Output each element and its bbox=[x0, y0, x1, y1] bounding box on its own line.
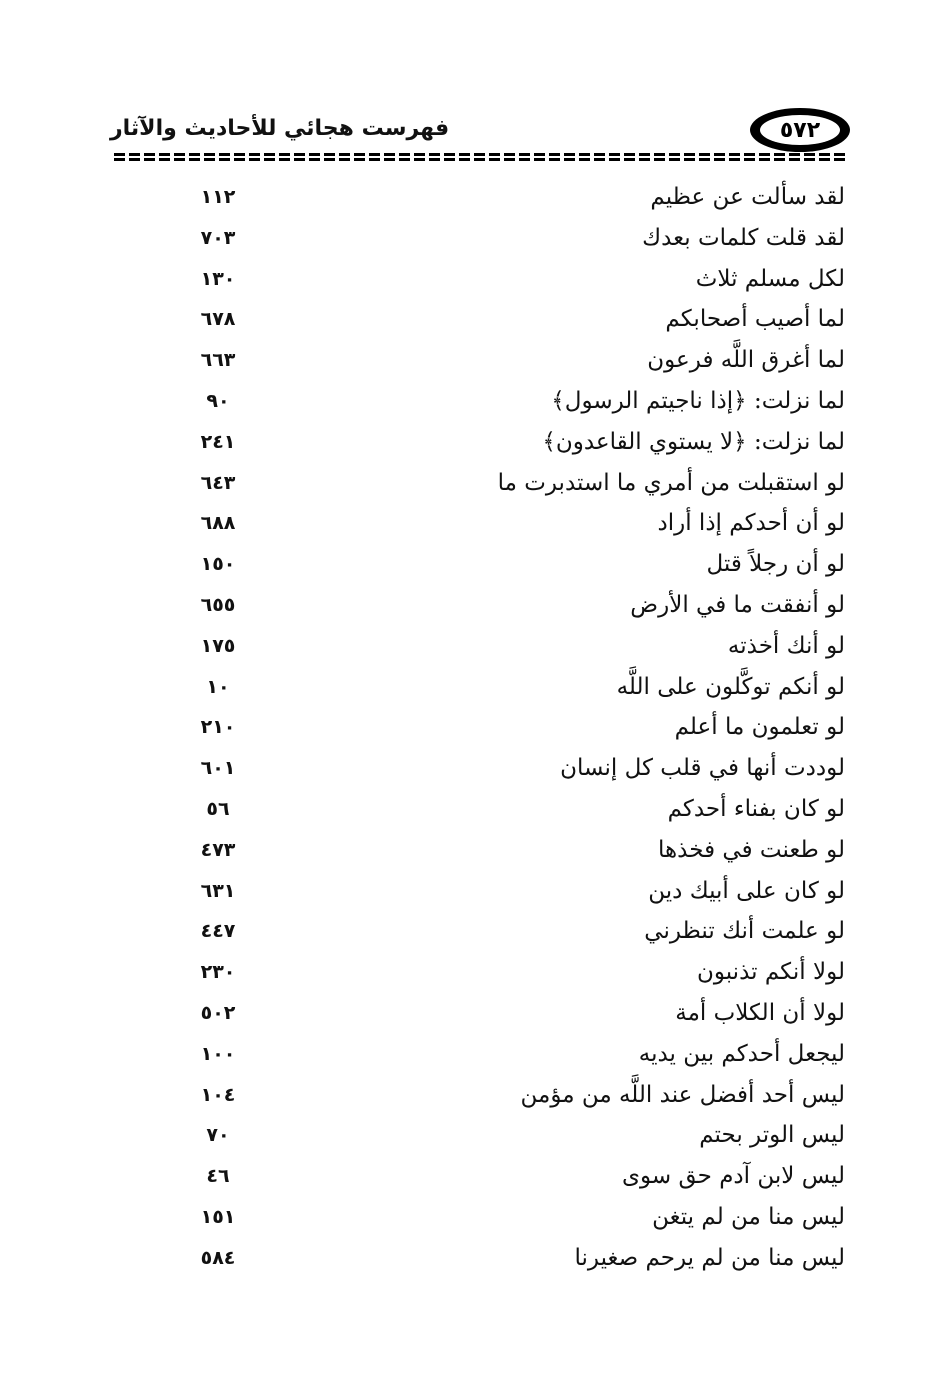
page-reference: ٢٣٠ bbox=[200, 961, 236, 984]
index-entry bbox=[150, 707, 845, 748]
page-reference: ١٣٠ bbox=[200, 267, 236, 290]
page-number-badge bbox=[750, 108, 850, 152]
page-reference: ٧٠ bbox=[206, 1124, 230, 1147]
page-reference: ٤٤٧ bbox=[200, 920, 236, 943]
page-number: ٥٧٢ bbox=[760, 115, 840, 145]
page-reference: ٤٧٣ bbox=[200, 838, 236, 861]
hadith-text: لو أن أحدكم إذا أراد bbox=[657, 510, 845, 537]
hadith-text: لو علمت أنك تنظرني bbox=[644, 918, 845, 945]
index-entry bbox=[150, 259, 845, 300]
page-reference: ٩٠ bbox=[206, 389, 230, 412]
page-reference: ١١٢ bbox=[200, 186, 236, 208]
header-divider bbox=[114, 153, 847, 161]
index-entry bbox=[150, 667, 845, 708]
index-entry bbox=[150, 952, 845, 993]
hadith-text: لما أغرق اللَّه فرعون bbox=[647, 347, 845, 374]
page-reference: ١٠ bbox=[206, 675, 230, 698]
page-reference: ١٠٤ bbox=[200, 1083, 236, 1106]
index-entry bbox=[150, 544, 845, 585]
page-reference: ١٧٥ bbox=[200, 634, 236, 657]
index-entry bbox=[150, 626, 845, 667]
page-reference: ٢١٠ bbox=[200, 716, 236, 739]
index-entry bbox=[150, 503, 845, 544]
hadith-text: لما نزلت: ﴿لا يستوي القاعدون﴾ bbox=[542, 428, 845, 455]
page-reference: ٦٧٨ bbox=[200, 308, 236, 331]
hadith-text: لو طعنت في فخذها bbox=[658, 836, 845, 863]
page-reference: ٤٦ bbox=[206, 1165, 230, 1188]
page-reference: ٥٠٢ bbox=[200, 1001, 236, 1024]
hadith-text: لو أنكم توكَّلون على اللَّه bbox=[616, 673, 845, 700]
page-header bbox=[110, 104, 850, 154]
hadith-text: ليس الوتر بحتم bbox=[699, 1122, 845, 1149]
index-entry bbox=[150, 422, 845, 463]
running-title: فهرست هجائي للأحاديث والآثار bbox=[110, 116, 450, 141]
page-reference: ١٥١ bbox=[200, 1205, 236, 1228]
index-entry bbox=[150, 585, 845, 626]
hadith-text: ليس منا من لم يتغن bbox=[652, 1203, 845, 1230]
hadith-text: لكل مسلم ثلاث bbox=[695, 265, 845, 292]
index-entry bbox=[150, 1156, 845, 1197]
hadith-text: ليس لابن آدم حق سوى bbox=[622, 1163, 845, 1190]
index-entry bbox=[150, 789, 845, 830]
hadith-text: لو استقبلت من أمري ما استدبرت ما bbox=[497, 469, 845, 496]
index-entry bbox=[150, 381, 845, 422]
page-reference: ٦٦٣ bbox=[200, 349, 236, 372]
hadith-text: لو كان على أبيك دين bbox=[648, 877, 845, 904]
hadith-text: لو أنفقت ما في الأرض bbox=[630, 591, 845, 618]
index-entry bbox=[150, 1075, 845, 1116]
index-entry bbox=[150, 177, 845, 218]
hadith-text: لقد قلت كلمات بعدك bbox=[642, 224, 845, 251]
page-reference: ٦٠١ bbox=[200, 757, 236, 780]
hadith-text: لو تعلمون ما أعلم bbox=[674, 714, 845, 741]
page-reference: ٦٤٣ bbox=[200, 471, 236, 494]
hadith-text: لو أنك أخذته bbox=[727, 632, 845, 659]
page-reference: ٥٨٤ bbox=[200, 1246, 236, 1269]
index-entry bbox=[150, 218, 845, 259]
hadith-text: لولا أنكم تذنبون bbox=[696, 959, 845, 986]
page-reference: ١٠٠ bbox=[200, 1042, 236, 1065]
index-entry bbox=[150, 830, 845, 871]
index-entry bbox=[150, 463, 845, 504]
index-entry bbox=[150, 748, 845, 789]
index-entry bbox=[150, 993, 845, 1034]
page-reference: ٧٠٣ bbox=[200, 226, 236, 249]
page-reference: ٦٥٥ bbox=[200, 593, 236, 616]
index-entry bbox=[150, 340, 845, 381]
index-entry bbox=[150, 1238, 845, 1279]
index-entry bbox=[150, 911, 845, 952]
index-entry bbox=[150, 1034, 845, 1075]
hadith-text: ليس أحد أفضل عند اللَّه من مؤمن bbox=[520, 1081, 845, 1108]
hadith-text: ليجعل أحدكم بين يديه bbox=[638, 1040, 845, 1067]
index-entry bbox=[150, 299, 845, 340]
page-reference: ٦٨٨ bbox=[200, 512, 236, 535]
hadith-index-list bbox=[150, 177, 845, 1279]
hadith-text: لو أن رجلاً قتل bbox=[706, 551, 845, 578]
hadith-text: لما أصيب أصحابكم bbox=[665, 306, 845, 333]
page-reference: ١٥٠ bbox=[200, 553, 236, 576]
hadith-text: لولا أن الكلاب أمة bbox=[675, 999, 845, 1026]
hadith-text: لو كان بفناء أحدكم bbox=[667, 795, 845, 822]
hadith-text: ليس منا من لم يرحم صغيرنا bbox=[574, 1244, 845, 1271]
hadith-text: لما نزلت: ﴿إذا ناجيتم الرسول﴾ bbox=[551, 387, 845, 414]
page-reference: ٢٤١ bbox=[200, 430, 236, 453]
index-entry bbox=[150, 871, 845, 912]
index-entry bbox=[150, 1197, 845, 1238]
hadith-text: لقد سألت عن عظيم bbox=[650, 184, 845, 210]
page-reference: ٦٣١ bbox=[200, 879, 236, 902]
hadith-text: لوددت أنها في قلب كل إنسان bbox=[560, 755, 845, 782]
page-reference: ٥٦ bbox=[206, 797, 230, 820]
index-entry bbox=[150, 1115, 845, 1156]
